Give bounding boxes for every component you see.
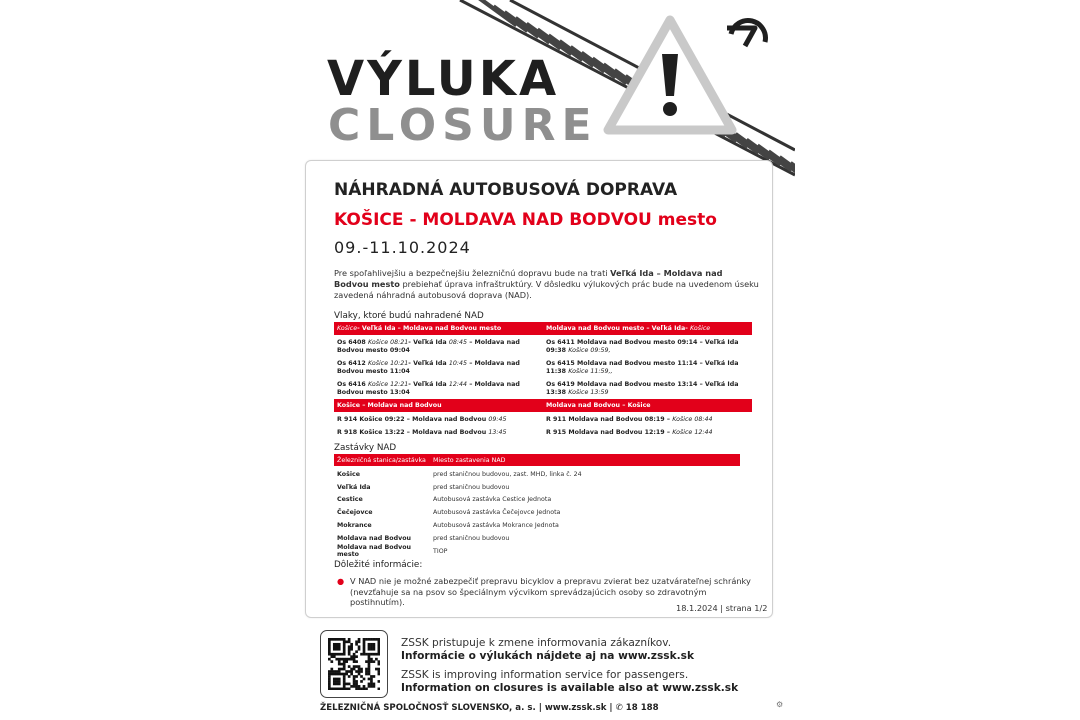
company-info: ŽELEZNIČNÁ SPOLOČNOSŤ SLOVENSKO, a. s. | www.zssk.sk | ✆ 18 188 xyxy=(320,703,659,713)
qr-code-icon xyxy=(320,630,388,698)
table-row: Moldava nad Bodvou pred staničnou budovou xyxy=(337,534,510,542)
settings-icon: ⚙ xyxy=(776,700,784,709)
table-row: Os 6412 Košice 10:21- Veľká Ida 10:45 – Moldava nad Bodvou mesto 11:04 Os 6415 Moldava nad Bodvou mesto 11:14 – Veľká Ida 11:38 Košice 11:59,, xyxy=(337,360,739,375)
header-direction-left: Košice – Moldava nad Bodvou xyxy=(337,402,442,409)
table-row: Cestice Autobusová zastávka Cestice Jednota xyxy=(337,496,552,504)
footer-link-sk: Informácie o výlukách nájdete aj na www.zssk.sk xyxy=(401,650,694,662)
stops-table xyxy=(334,454,740,558)
table-row: Mokrance Autobusová zastávka Mokrance Jednota xyxy=(337,522,559,530)
header-direction-left: Košice- Veľká Ida – Moldava nad Bodvou mesto xyxy=(337,325,502,332)
table-row: Moldava nad Bodvou mesto TIOP xyxy=(337,544,448,559)
trains-table-os xyxy=(334,322,752,401)
bullet-icon: ● xyxy=(337,576,345,586)
header-direction-right: Moldava nad Bodvou mesto – Veľká Ida- Košice xyxy=(546,325,711,332)
footer-line-en: ZSSK is improving information service for passengers. xyxy=(401,669,689,681)
header-place: Miesto zastavenia NAD xyxy=(433,456,506,464)
closure-dates: 09.-11.10.2024 xyxy=(334,238,471,257)
trains-label: Vlaky, ktoré budú nahradené NAD xyxy=(334,311,484,321)
table-row: R 914 Košice 09:22 – Moldava nad Bodvou 09:45 R 911 Moldava nad Bodvou 08:19 – Košice 08:44 xyxy=(337,416,713,423)
footer-line-sk: ZSSK pristupuje k zmene informovania zákazníkov. xyxy=(401,637,672,649)
important-label: Dôležité informácie: xyxy=(334,560,423,570)
trains-table-r xyxy=(334,399,752,442)
card-heading: NÁHRADNÁ AUTOBUSOVÁ DOPRAVA xyxy=(334,180,678,200)
header-station: Železničná stanica/zastávka xyxy=(337,456,426,464)
table-header xyxy=(334,322,752,335)
table-row: Čečejovce Autobusová zastávka Čečejovce Jednota xyxy=(337,509,561,517)
footer-link-en: Information on closures is available also at www.zssk.sk xyxy=(401,682,739,694)
zssk-logo-icon xyxy=(725,16,775,52)
table-header xyxy=(334,454,740,466)
header-direction-right: Moldava nad Bodvou – Košice xyxy=(546,402,651,409)
warning-triangle-icon xyxy=(600,12,740,137)
table-row: Os 6408 Košice 08:21- Veľká Ida 08:45 – Moldava nad Bodvou mesto 09:04 Os 6411 Moldava nad Bodvou mesto 09:14 – Veľká Ida 09:38 Košice 09:59, xyxy=(337,339,739,354)
intro-paragraph: Pre spoľahlivejšiu a bezpečnejšiu železničnú dopravu bude na trati Veľká Ida – Moldava nad Bodvou mesto prebiehať úprava infraštruktúry. V dôsledku výlukových prác bude na uvedenom úseku zavedená náhradná autobusová doprava (NAD). xyxy=(334,268,759,300)
table-row: Os 6416 Košice 12:21- Veľká Ida 12:44 – Moldava nad Bodvou mesto 13:04 Os 6419 Moldava nad Bodvou mesto 13:14 – Veľká Ida 13:38 Košice 13:59 xyxy=(337,381,739,396)
table-row: R 918 Košice 13:22 – Moldava nad Bodvou 13:45 R 915 Moldava nad Bodvou 12:19 – Košice 12:44 xyxy=(337,429,713,436)
table-row: Košice pred staničnou budovou, zast. MHD, linka č. 24 xyxy=(337,470,582,478)
table-header xyxy=(334,399,752,412)
page-info: 18.1.2024 | strana 1/2 xyxy=(676,603,768,613)
table-row: Veľká Ida pred staničnou budovou xyxy=(337,483,510,491)
route-title: KOŠICE - MOLDAVA NAD BODVOU mesto xyxy=(334,210,717,230)
title-english: CLOSURE xyxy=(328,100,598,151)
title-slovak: VÝLUKA xyxy=(327,51,560,107)
stops-label: Zastávky NAD xyxy=(334,443,397,453)
